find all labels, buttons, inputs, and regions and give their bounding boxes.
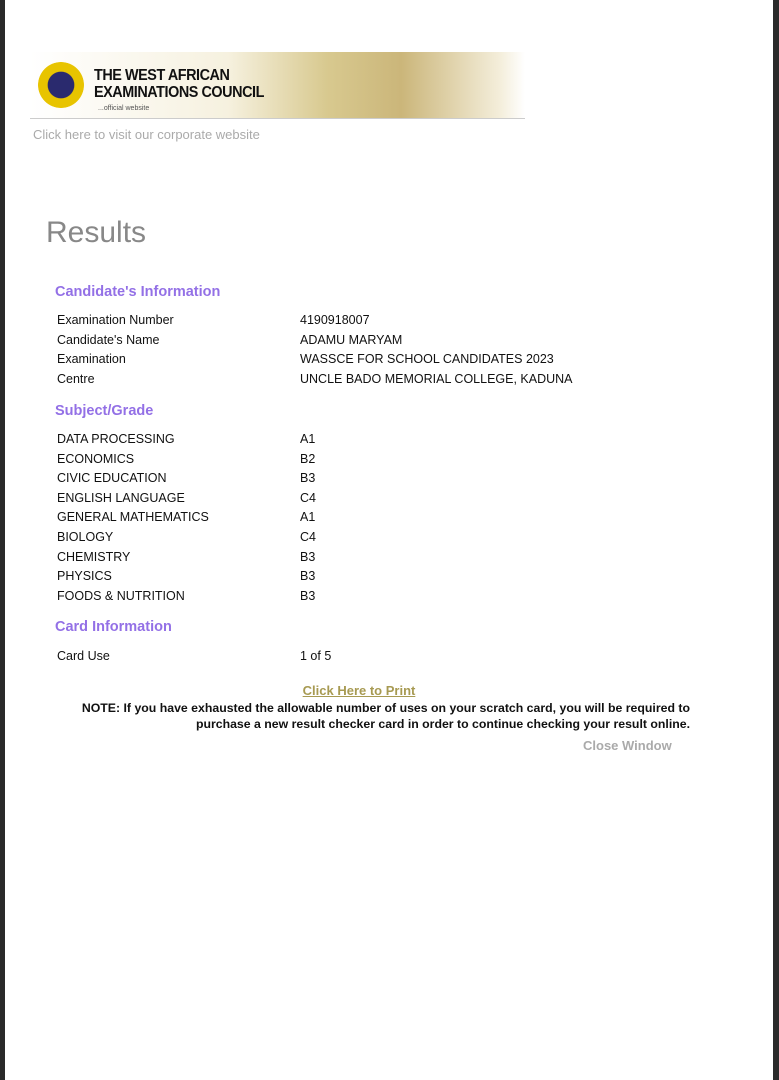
subject-grade-row (57, 569, 657, 583)
row-value: B3 (300, 471, 316, 486)
candidate-info-row (57, 333, 657, 347)
card-info-heading: Card Information (55, 619, 172, 635)
row-value: ADAMU MARYAM (300, 332, 403, 347)
note-text (60, 701, 690, 732)
row-value: 4190918007 (300, 313, 370, 327)
subject-grade-row (57, 550, 657, 564)
note-line2: purchase a new result checker card in order to continue checking your result online. (195, 716, 690, 731)
org-name (94, 67, 264, 101)
row-label: ENGLISH LANGUAGE (57, 490, 185, 505)
row-value: A1 (300, 510, 316, 525)
row-value: 1 of 5 (300, 649, 332, 663)
note-line1: NOTE: If you have exhausted the allowable number of uses on your scratch card, you will be required to (81, 701, 690, 715)
row-label: Examination (57, 352, 126, 367)
window-edge-left (0, 0, 5, 1080)
subject-grade-row (57, 491, 657, 505)
row-label: Centre (57, 371, 95, 386)
row-value: B2 (300, 451, 316, 466)
subject-grade-row (57, 432, 657, 446)
waec-logo-icon (38, 62, 84, 108)
row-label: Examination Number (57, 313, 174, 327)
window-edge-right (773, 0, 779, 1080)
row-label: DATA PROCESSING (57, 432, 175, 446)
row-value: B3 (300, 588, 316, 603)
row-label: Card Use (57, 649, 110, 663)
row-label: BIOLOGY (57, 530, 114, 544)
org-name-line1: THE WEST AFRICAN (94, 67, 230, 84)
subject-grade-row (57, 589, 657, 603)
row-label: GENERAL MATHEMATICS (57, 510, 209, 525)
page-title: Results (46, 216, 147, 249)
tagline: ...official website (98, 105, 150, 112)
waec-banner (30, 52, 525, 119)
row-label: ECONOMICS (57, 451, 135, 466)
print-link[interactable]: Click Here to Print (302, 683, 416, 698)
subject-grade-row (57, 471, 657, 485)
row-value: UNCLE BADO MEMORIAL COLLEGE, KADUNA (300, 371, 573, 386)
row-value: C4 (300, 530, 316, 544)
candidate-info-heading: Candidate's Information (55, 284, 221, 300)
subject-grade-heading: Subject/Grade (55, 403, 154, 419)
row-value: WASSCE FOR SCHOOL CANDIDATES 2023 (300, 352, 554, 367)
close-window-link[interactable]: Close Window (583, 738, 672, 753)
candidate-info-row (57, 313, 657, 327)
subject-grade-row (57, 452, 657, 466)
row-value: B3 (300, 549, 316, 564)
card-info-row (57, 649, 657, 663)
row-value: A1 (300, 432, 316, 446)
row-label: FOODS & NUTRITION (57, 588, 185, 603)
subject-grade-row (57, 530, 657, 544)
subject-grade-row (57, 510, 657, 524)
row-label: PHYSICS (57, 569, 112, 584)
row-value: B3 (300, 569, 316, 584)
candidate-info-row (57, 352, 657, 366)
row-label: Candidate's Name (57, 332, 160, 347)
corporate-website-link[interactable]: Click here to visit our corporate website (33, 127, 260, 142)
candidate-info-row (57, 372, 657, 386)
row-value: C4 (300, 490, 316, 505)
row-label: CIVIC EDUCATION (57, 471, 167, 486)
org-name-line2: EXAMINATIONS COUNCIL (94, 84, 264, 101)
row-label: CHEMISTRY (57, 549, 131, 564)
